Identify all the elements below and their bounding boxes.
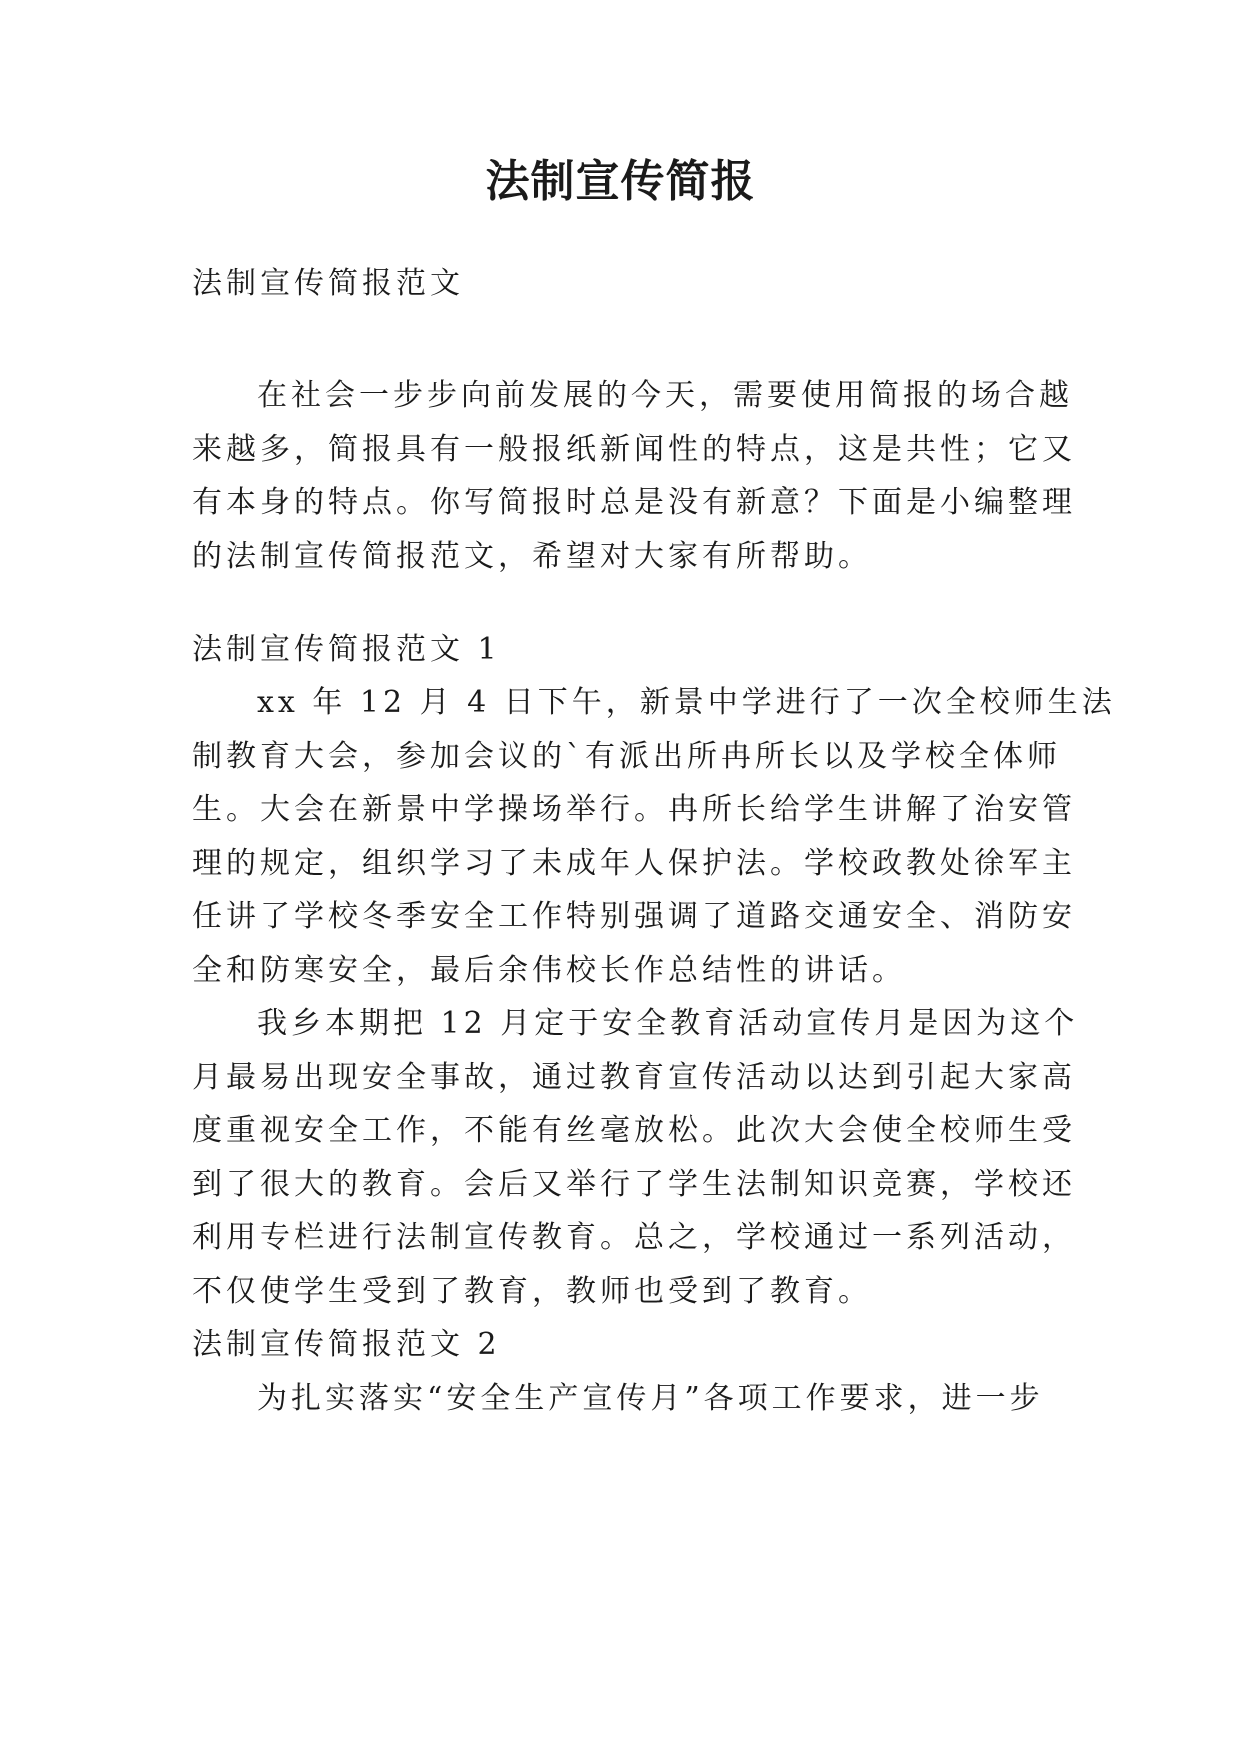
paragraph-line: 到了很大的教育。会后又举行了学生法制知识竞赛，学校还 bbox=[192, 1167, 1076, 1202]
paragraph-line: 生。大会在新景中学操场举行。冉所长给学生讲解了治安管 bbox=[192, 792, 1076, 827]
paragraph-line: 来越多，简报具有一般报纸新闻性的特点，这是共性；它又 bbox=[192, 432, 1076, 467]
paragraph-line: 制教育大会，参加会议的`有派出所冉所长以及学校全体师 bbox=[192, 739, 1061, 774]
paragraph-line: 在社会一步步向前发展的今天，需要使用简报的场合越 bbox=[257, 378, 1073, 413]
paragraph-line: 度重视安全工作，不能有丝毫放松。此次大会使全校师生受 bbox=[192, 1113, 1076, 1148]
paragraph-line: 利用专栏进行法制宣传教育。总之，学校通过一系列活动， bbox=[192, 1220, 1076, 1255]
document-title: 法制宣传简报 bbox=[485, 156, 756, 207]
paragraph-line: 理的规定，组织学习了未成年人保护法。学校政教处徐军主 bbox=[192, 846, 1076, 881]
paragraph-line: 月最易出现安全事故，通过教育宣传活动以达到引起大家高 bbox=[192, 1060, 1076, 1095]
section-heading-2: 法制宣传简报范文 2 bbox=[192, 1327, 501, 1362]
subtitle: 法制宣传简报范文 bbox=[192, 266, 464, 301]
paragraph-line: 不仅使学生受到了教育，教师也受到了教育。 bbox=[192, 1274, 872, 1309]
paragraph-line: 我乡本期把 12 月定于安全教育活动宣传月是因为这个 bbox=[257, 1006, 1079, 1041]
paragraph-line: 任讲了学校冬季安全工作特别强调了道路交通安全、消防安 bbox=[192, 899, 1076, 934]
paragraph-line: 的法制宣传简报范文，希望对大家有所帮助。 bbox=[192, 539, 872, 574]
section-heading-1: 法制宣传简报范文 1 bbox=[192, 632, 501, 667]
paragraph-line: 有本身的特点。你写简报时总是没有新意？下面是小编整理 bbox=[192, 485, 1076, 520]
paragraph-line: xx 年 12 月 4 日下午，新景中学进行了一次全校师生法 bbox=[257, 685, 1116, 720]
paragraph-line: 为扎实落实“安全生产宣传月”各项工作要求，进一步 bbox=[257, 1381, 1044, 1416]
paragraph-line: 全和防寒安全，最后余伟校长作总结性的讲话。 bbox=[192, 953, 906, 988]
